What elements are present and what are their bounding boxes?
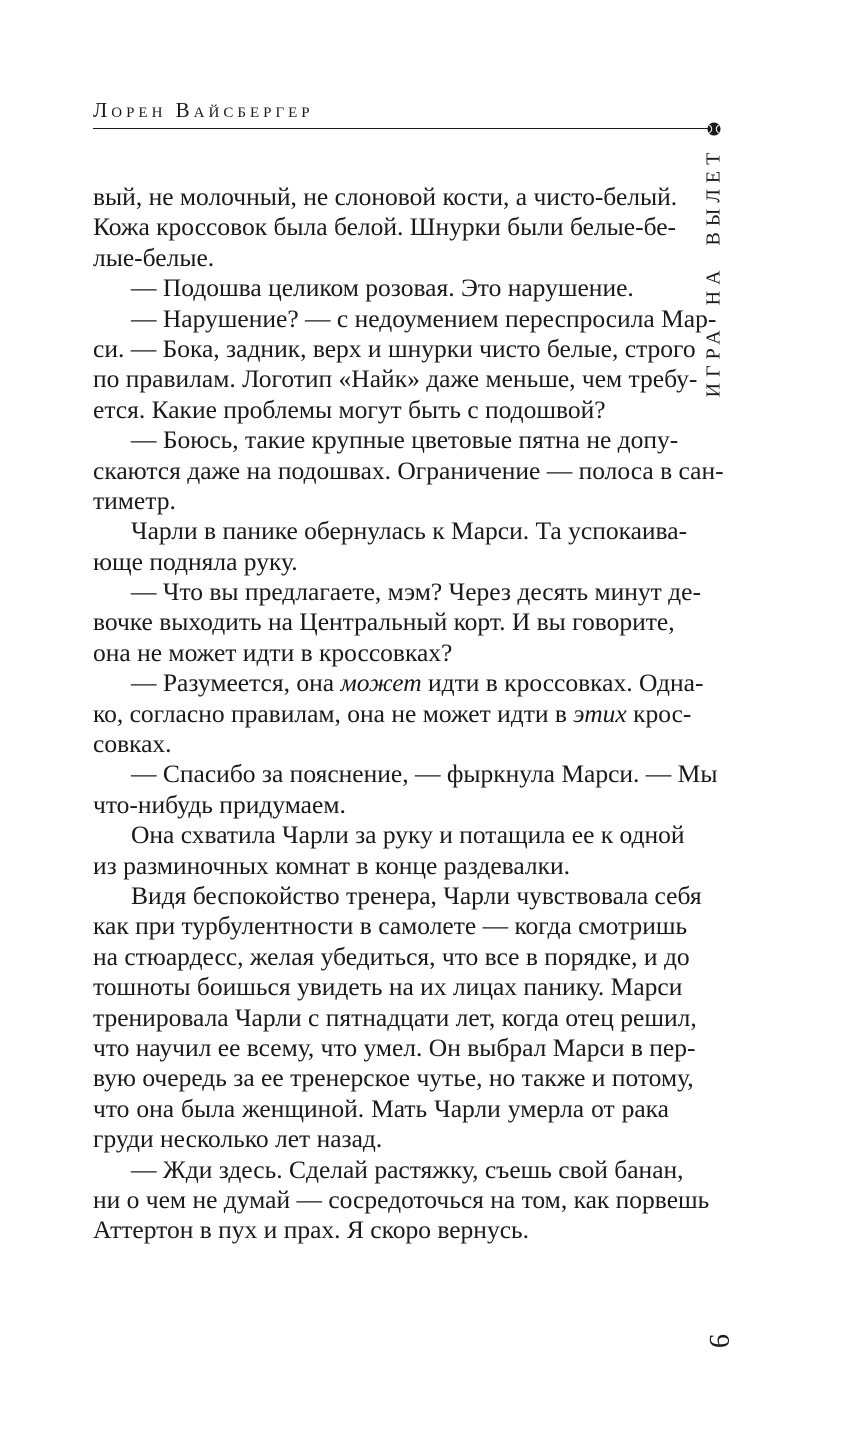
- text-line: на стюардесс, желая убедиться, что все в порядке, и до: [93, 941, 690, 971]
- text-line: — Спасибо за пояснение, — фыркнула Марси. — Мы: [131, 759, 718, 789]
- text-line: что научил ее всему, что умел. Он выбрал Марси в пер-: [93, 1032, 696, 1062]
- text-line: вочке выходить на Центральный корт. И вы говорите,: [93, 607, 675, 637]
- text-line: как при турбулентности в самолете — когда смотришь: [93, 911, 688, 941]
- text-line: из разминочных комнат в конце раздевалки.: [93, 850, 571, 880]
- text-line: тошноты боишься увидеть на их лицах панику. Марси: [93, 972, 683, 1002]
- text-line: — Жди здесь. Сделай растяжку, съешь свой банан,: [131, 1154, 684, 1184]
- tennis-ball-icon: [707, 122, 721, 136]
- header-rule: [93, 128, 710, 129]
- text-line: Видя беспокойство тренера, Чарли чувствовала себя: [131, 880, 702, 910]
- text-line: что-нибудь придумаем.: [93, 789, 346, 819]
- text-line: лые-белые.: [93, 242, 215, 272]
- text-line: юще подняла руку.: [93, 546, 298, 576]
- text-line: вую очередь за ее тренерское чутье, но также и потому,: [93, 1063, 694, 1093]
- text-line: Чарли в панике обернулась к Марси. Та успокаива-: [131, 516, 688, 546]
- text-line: Кожа кроссовок была белой. Шнурки были белые-бе-: [93, 212, 677, 242]
- text-line: си. — Бока, задник, верх и шнурки чисто белые, строго: [93, 333, 696, 363]
- text-line: — Боюсь, такие крупные цветовые пятна не допу-: [131, 425, 679, 455]
- text-line: — Подошва целиком розовая. Это нарушение.: [131, 273, 634, 303]
- text-line: — Нарушение? — с недоумением переспросила Мар-: [131, 303, 717, 333]
- text-line: тиметр.: [93, 485, 176, 515]
- text-line: ни о чем не думай — сосредоточься на том, как порвешь: [93, 1184, 710, 1214]
- text-line: тренировала Чарли с пятнадцати лет, когда отец решил,: [93, 1002, 697, 1032]
- side-title-text: ИГРА НА ВЫЛЕТ: [702, 146, 725, 398]
- text-line: — Что вы предлагаете, мэм? Через десять минут де-: [131, 577, 701, 607]
- text-line: что она была женщиной. Мать Чарли умерла от рака: [93, 1093, 669, 1123]
- text-line: по правилам. Логотип «Найк» даже меньше, чем требу-: [93, 364, 698, 394]
- text-line: скаются даже на подошвах. Ограничение — полоса в сан-: [93, 455, 724, 485]
- running-head-author: Лорен Вайсбергер: [93, 98, 314, 122]
- text-line: Она схватила Чарли за руку и потащила ее к одной: [131, 820, 685, 850]
- text-line: — Разумеется, она может идти в кроссовках. Одна-: [131, 668, 704, 698]
- text-line: ко, согласно правилам, она не может идти в этих крос-: [93, 698, 692, 728]
- text-line: Аттертон в пух и прах. Я скоро вернусь.: [93, 1215, 530, 1245]
- text-line: вый, не молочный, не слоновой кости, а чисто-белый.: [93, 182, 678, 211]
- text-line: она не может идти в кроссовках?: [93, 637, 453, 667]
- text-line: ется. Какие проблемы могут быть с подошвой?: [93, 394, 606, 424]
- text-line: груди несколько лет назад.: [93, 1124, 383, 1154]
- text-line: совках.: [93, 729, 172, 759]
- page-number-text: 9: [703, 1334, 734, 1348]
